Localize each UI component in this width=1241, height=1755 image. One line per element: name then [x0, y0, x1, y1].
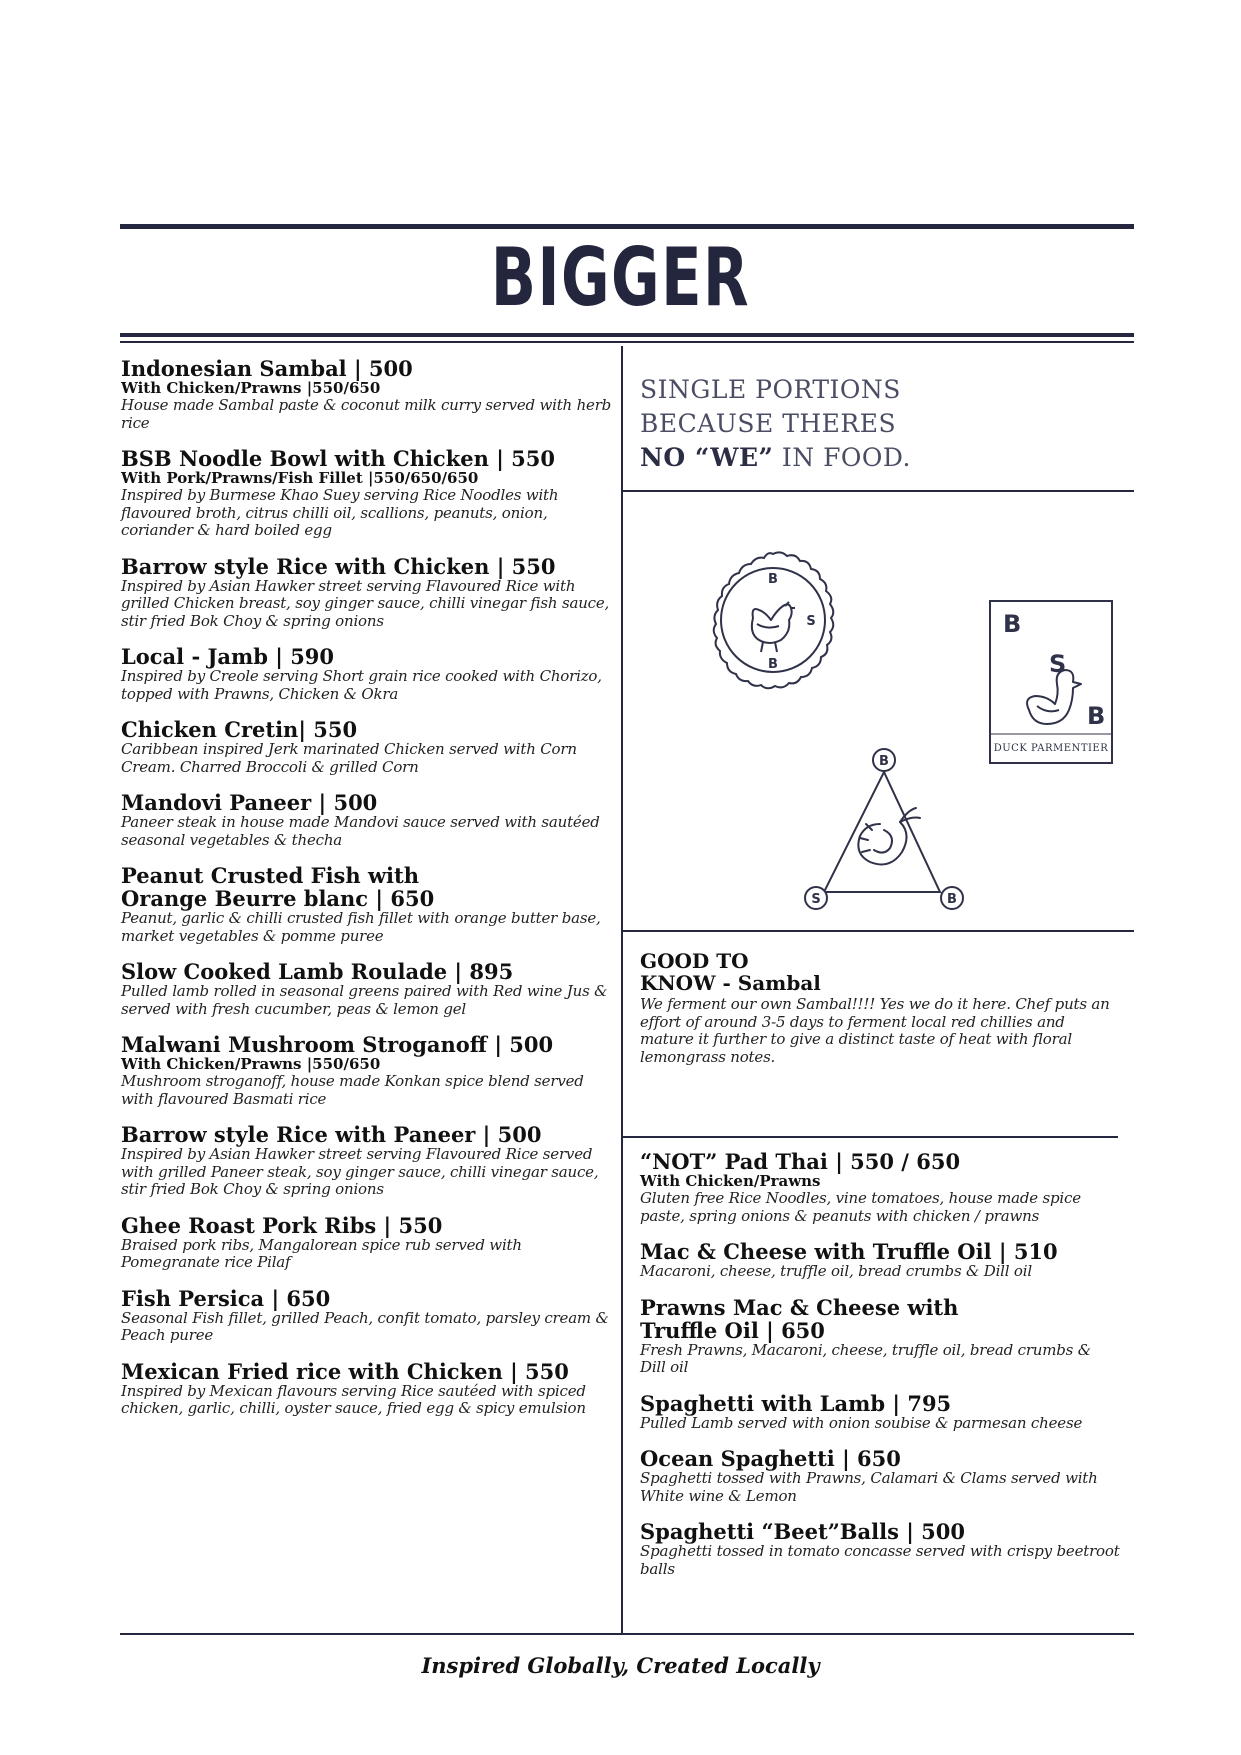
card-letter-b-top: B [1003, 610, 1022, 638]
good-to-know-rule [623, 1136, 1118, 1138]
menu-item [121, 555, 616, 631]
good-to-know-heading-1: GOOD TO [640, 949, 749, 973]
menu-item [640, 1392, 1120, 1433]
menu-item [121, 864, 616, 945]
menu-item-name: Mexican Fried rice with Chicken | 550 [121, 1358, 569, 1384]
menu-item [121, 960, 616, 1018]
menu-item [121, 1360, 616, 1418]
badge-letter-bottom: B [768, 657, 778, 672]
badge-letter-top: B [768, 572, 778, 587]
menu-item [640, 1447, 1120, 1505]
menu-item-name: Local - Jamb | 590 [121, 644, 335, 669]
menu-item-options: With Chicken/Prawns [640, 1172, 821, 1190]
menu-item-name: Prawns Mac & Cheese with Truffle Oil | 650 [640, 1294, 959, 1343]
duck-icon [1027, 670, 1081, 724]
menu-item-description: Inspired by Creole serving Short grain rice cooked with Chorizo, topped with Prawns, Chicken & Okra [121, 667, 602, 703]
menu-item [121, 1123, 616, 1199]
good-to-know-text: We ferment our own Sambal!!!! Yes we do it here. Chef puts an effort of around 3-5 days to ferment local red chillies and mature it further to give a distinct taste of heat with floral lemongrass notes. [640, 995, 1110, 1066]
menu-item-description: Inspired by Asian Hawker street serving Flavoured Rice with grilled Chicken breast, soy ginger sauce, chilli vinegar fish sauce, stir fried Bok Choy & spring onions [121, 576, 610, 630]
menu-item-name: Ocean Spaghetti | 650 [640, 1446, 901, 1471]
menu-item [121, 1214, 616, 1272]
prawn-icon [858, 808, 920, 864]
logos-rule [623, 930, 1134, 932]
menu-item [121, 447, 616, 540]
menu-item-name: Spaghetti “Beet”Balls | 500 [640, 1519, 966, 1544]
menu-item [640, 1520, 1120, 1578]
right-menu [640, 1150, 1120, 1593]
menu-item-name: BSB Noodle Bowl with Chicken | 550 [121, 446, 555, 471]
menu-item [640, 1240, 1120, 1281]
menu-item-description: House made Sambal paste & coconut milk curry served with herb rice [121, 396, 612, 432]
menu-item [640, 1150, 1120, 1225]
tagline-rule [623, 490, 1134, 492]
menu-item-name: Chicken Cretin| 550 [121, 717, 358, 742]
menu-item-name: Barrow style Rice with Paneer | 500 [121, 1122, 542, 1147]
menu-item-description: Peanut, garlic & chilli crusted fish fillet with orange butter base, market vegetables & pomme puree [121, 909, 601, 945]
menu-item [121, 1033, 616, 1108]
hen-badge-logo [693, 548, 853, 708]
tagline-line-2: BECAUSE THERES [640, 409, 897, 438]
menu-item [121, 1287, 616, 1345]
title-rule-thin [120, 341, 1134, 343]
menu-item [640, 1296, 1120, 1377]
card-caption: DUCK PARMENTIER [993, 743, 1109, 754]
menu-item-description: Inspired by Asian Hawker street serving Flavoured Rice served with grilled Paneer steak, soy ginger sauce, chilli vinegar sauce, stir fried Bok Choy & spring onions [121, 1145, 599, 1198]
menu-item-name: Spaghetti with Lamb | 795 [640, 1390, 952, 1416]
hen-icon [752, 602, 795, 652]
menu-item-description: Caribbean inspired Jerk marinated Chicken served with Corn Cream. Charred Broccoli & grilled Corn [121, 740, 577, 776]
tagline-emphasis: NO “WE” [640, 443, 774, 472]
menu-item-name: Malwani Mushroom Stroganoff | 500 [121, 1032, 554, 1057]
tagline-rest: IN FOOD. [773, 443, 912, 472]
menu-item-description: Mushroom stroganoff, house made Konkan spice blend served with flavoured Basmati rice [121, 1072, 584, 1108]
menu-item-description: Inspired by Mexican flavours serving Rice sautéed with spiced chicken, garlic, chilli, oyster sauce, fried egg & spicy emulsion [121, 1381, 586, 1417]
menu-item-description: Gluten free Rice Noodles, vine tomatoes, house made spice paste, spring onions & peanuts with chicken / prawns [640, 1189, 1081, 1225]
card-letter-b-bottom: B [1087, 702, 1106, 730]
triangle-letter-top: B [879, 754, 889, 769]
menu-item-description: Pulled Lamb served with onion soubise & parmesan cheese [640, 1413, 1083, 1432]
footer-tagline: Inspired Globally, Created Locally [421, 1653, 820, 1678]
menu-item-options: With Chicken/Prawns |550/650 [121, 379, 381, 397]
left-menu [121, 357, 616, 1433]
top-rule [120, 224, 1134, 229]
menu-item-name: Peanut Crusted Fish with Orange Beurre blanc | 650 [121, 863, 435, 911]
column-divider [621, 346, 623, 1633]
menu-item [121, 645, 616, 703]
menu-item-options: With Pork/Prawns/Fish Fillet |550/650/650 [121, 469, 479, 487]
menu-item-options: With Chicken/Prawns |550/650 [121, 1055, 381, 1073]
tagline-line-3 [640, 441, 911, 475]
menu-item-name: Fish Persica | 650 [121, 1285, 331, 1311]
menu-item-description: Pulled lamb rolled in seasonal greens paired with Red wine Jus & served with fresh cucumber, peas & lemon gel [121, 982, 608, 1018]
menu-item-description: Spaghetti tossed in tomato concasse served with crispy beetroot balls [640, 1542, 1120, 1578]
menu-item [121, 791, 616, 849]
menu-item-description: Fresh Prawns, Macaroni, cheese, truffle oil, bread crumbs & Dill oil [640, 1340, 1091, 1376]
bottom-rule [120, 1633, 1134, 1635]
badge-letter-right: S [806, 614, 816, 629]
menu-item-name: Barrow style Rice with Chicken | 550 [121, 553, 556, 579]
good-to-know-heading-2: KNOW - Sambal [640, 971, 821, 995]
triangle-letter-right: B [947, 892, 957, 907]
duck-card-logo [989, 600, 1113, 764]
tagline [640, 373, 911, 475]
tagline-line-1: SINGLE PORTIONS [640, 375, 901, 404]
menu-item-name: Indonesian Sambal | 500 [121, 356, 413, 381]
card-letter-s: S [1049, 650, 1067, 678]
menu-item-name: Ghee Roast Pork Ribs | 550 [121, 1212, 443, 1238]
menu-item [121, 718, 616, 776]
triangle-letter-left: S [811, 892, 821, 907]
menu-item-name: “NOT” Pad Thai | 550 / 650 [640, 1149, 961, 1174]
menu-item-name: Slow Cooked Lamb Roulade | 895 [121, 959, 514, 984]
page-title: BIGGER [490, 231, 751, 324]
menu-item-name: Mac & Cheese with Truffle Oil | 510 [640, 1239, 1058, 1264]
menu-item-description: Seasonal Fish fillet, grilled Peach, confit tomato, parsley cream & Peach puree [121, 1308, 609, 1344]
menu-item-description: Inspired by Burmese Khao Suey serving Rice Noodles with flavoured broth, citrus chilli oil, scallions, peanuts, onion, coriander & hard boiled egg [121, 486, 559, 539]
menu-item-description: Spaghetti tossed with Prawns, Calamari & Clams served with White wine & Lemon [640, 1469, 1098, 1505]
title-rule-thick [120, 333, 1134, 337]
menu-item-name: Mandovi Paneer | 500 [121, 790, 378, 815]
menu-item-description: Braised pork ribs, Mangalorean spice rub served with Pomegranate rice Pilaf [121, 1235, 522, 1271]
prawn-triangle-logo [788, 744, 978, 914]
good-to-know-section [640, 950, 1120, 1066]
menu-item-description: Paneer steak in house made Mandovi sauce served with sautéed seasonal vegetables & thecha [121, 813, 600, 849]
menu-item [121, 357, 616, 432]
menu-item-description: Macaroni, cheese, truffle oil, bread crumbs & Dill oil [640, 1262, 1032, 1280]
